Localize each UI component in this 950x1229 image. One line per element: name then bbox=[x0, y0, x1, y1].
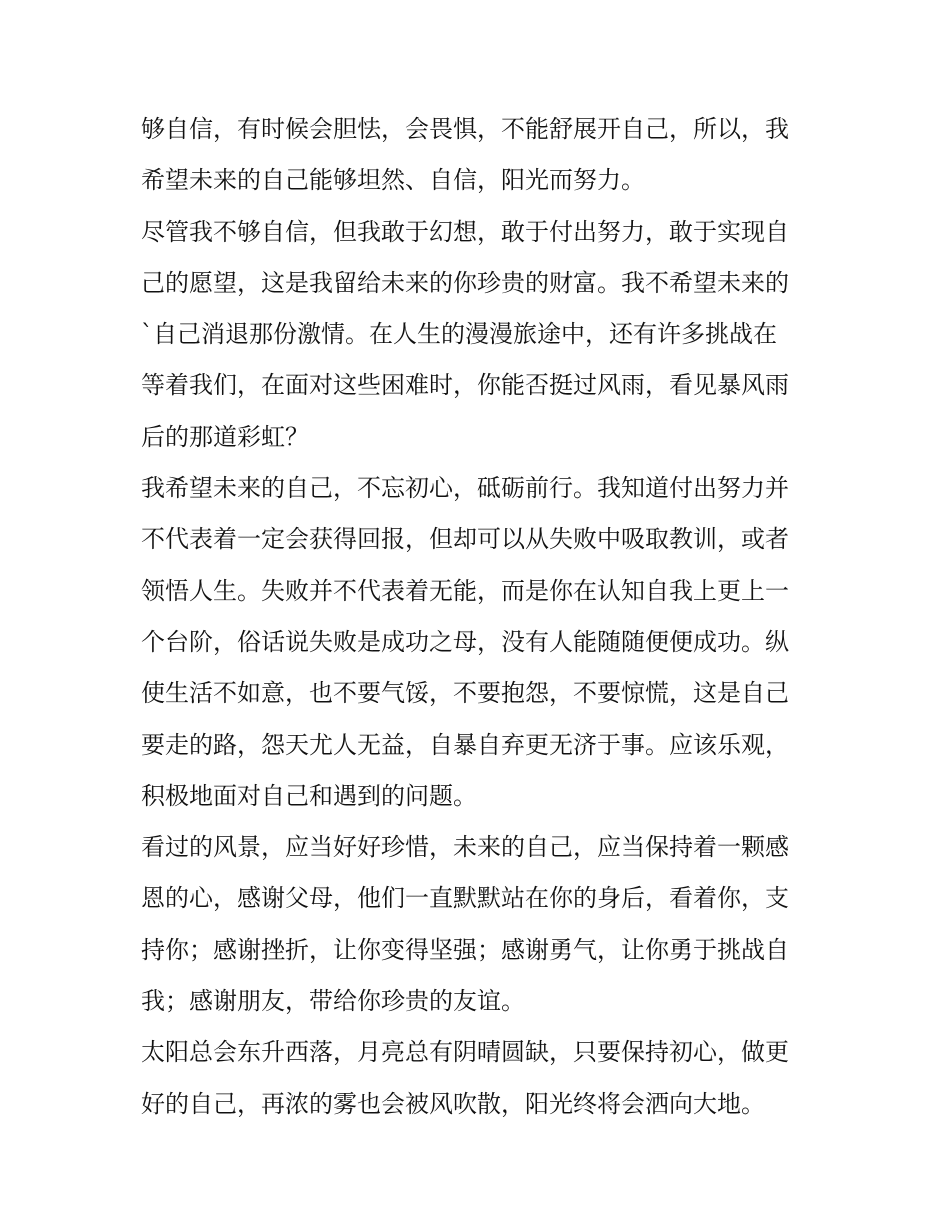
text-line: 好的自己，再浓的雾也会被风吹散，阳光终将会洒向大地。 bbox=[141, 1089, 765, 1118]
text-line: 积极地面对自己和遇到的问题。 bbox=[141, 781, 477, 810]
text-line: 看过的风景，应当好好珍惜，未来的自己，应当保持着一颗感 bbox=[141, 833, 789, 862]
text-line: 够自信，有时候会胆怯，会畏惧，不能舒展开自己，所以，我 bbox=[141, 115, 789, 143]
text-line: 希望未来的自己能够坦然、自信，阳光而努力。 bbox=[141, 166, 645, 195]
text-line: 不代表着一定会获得回报，但却可以从失败中吸取教训，或者 bbox=[141, 525, 789, 554]
text-line: 太阳总会东升西落，月亮总有阴晴圆缺，只要保持初心，做更 bbox=[141, 1038, 789, 1067]
text-line: 恩的心，感谢父母，他们一直默默站在你的身后，看着你，支 bbox=[141, 884, 789, 913]
text-line: 尽管我不够自信，但我敢于幻想，敢于付出努力，敢于实现自 bbox=[141, 217, 789, 246]
text-line: 要走的路，怨天尤人无益，自暴自弃更无济于事。应该乐观， bbox=[141, 730, 789, 759]
text-line: 我希望未来的自己，不忘初心，砥砺前行。我知道付出努力并 bbox=[141, 474, 789, 503]
text-line: 后的那道彩虹？ bbox=[141, 422, 309, 451]
text-line: `自己消退那份激情。在人生的漫漫旅途中，还有许多挑战在 bbox=[141, 320, 777, 349]
text-line: 等着我们，在面对这些困难时，你能否挺过风雨，看见暴风雨 bbox=[141, 371, 789, 400]
text-line: 己的愿望，这是我留给未来的你珍贵的财富。我不希望未来的 bbox=[141, 268, 789, 297]
text-line: 持你；感谢挫折，让你变得坚强；感谢勇气，让你勇于挑战自 bbox=[141, 935, 789, 964]
text-line: 我；感谢朋友，带给你珍贵的友谊。 bbox=[141, 987, 525, 1016]
text-line: 使生活不如意，也不要气馁，不要抱怨，不要惊慌，这是自己 bbox=[141, 679, 789, 708]
text-line: 领悟人生。失败并不代表着无能，而是你在认知自我上更上一 bbox=[141, 576, 789, 605]
document-body bbox=[141, 104, 821, 1130]
text-line: 个台阶，俗话说失败是成功之母，没有人能随随便便成功。纵 bbox=[141, 627, 789, 656]
